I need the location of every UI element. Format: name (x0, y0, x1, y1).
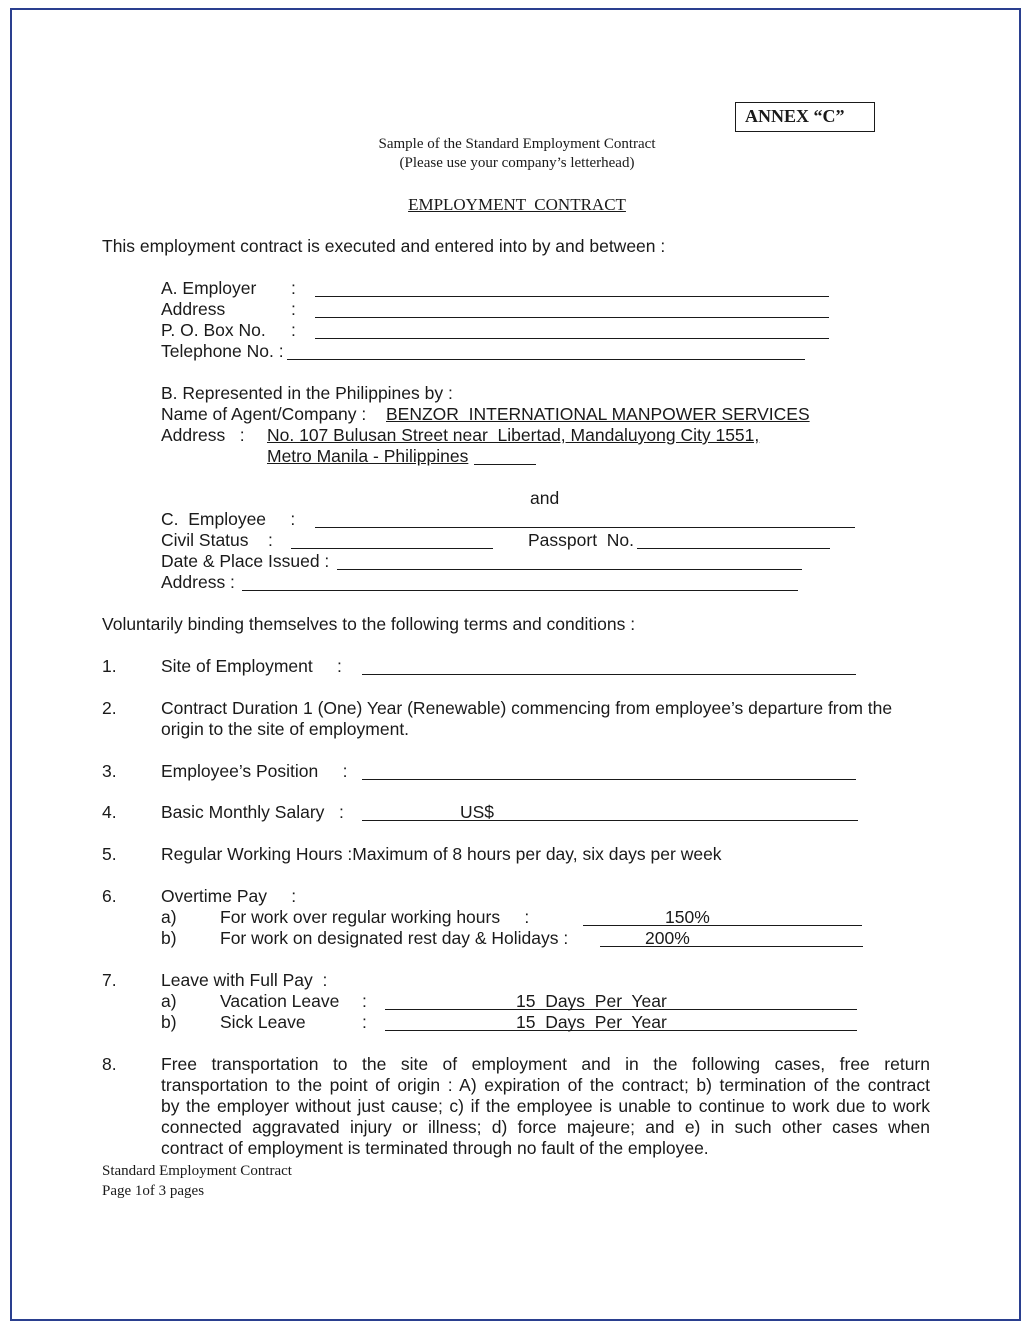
vacation-leave-value: 15 Days Per Year (516, 991, 667, 1011)
term-7a-colon: : (362, 991, 367, 1011)
footer-page-number: Page 1of 3 pages (102, 1183, 205, 1199)
term-1-label: Site of Employment : (161, 656, 342, 676)
binding-text: Voluntarily binding themselves to the following terms and conditions : (102, 614, 636, 634)
overtime-holiday-value: 200% (645, 928, 690, 948)
overtime-holiday-field[interactable] (600, 946, 863, 947)
overtime-regular-value: 150% (665, 907, 710, 927)
telephone-label: Telephone No. : (161, 341, 284, 361)
sick-leave-value: 15 Days Per Year (516, 1012, 667, 1032)
term-7b-colon: : (362, 1012, 367, 1032)
term-7a-letter: a) (161, 991, 177, 1011)
letterhead-line: (Please use your company’s letterhead) (399, 155, 635, 171)
agent-address-line1: No. 107 Bulusan Street near Libertad, Mandaluyong City 1551, (267, 425, 760, 445)
employer-field[interactable] (315, 296, 829, 297)
employer-address-label: Address (161, 299, 226, 319)
term-8-line2: transportation to the point of origin : A) expiration of the contract; b) termination of the contract (161, 1075, 930, 1095)
pobox-label: P. O. Box No. (161, 320, 266, 340)
term-7a-text: Vacation Leave (220, 991, 340, 1011)
sample-line: Sample of the Standard Employment Contract (378, 136, 656, 152)
passport-field[interactable] (637, 548, 830, 549)
agent-address-underline (474, 464, 536, 465)
annex-label: ANNEX “C” (735, 102, 875, 132)
term-6a-letter: a) (161, 907, 177, 927)
pobox-field[interactable] (315, 338, 829, 339)
footer-document-name: Standard Employment Contract (102, 1163, 292, 1179)
employee-position-field[interactable] (362, 779, 856, 780)
term-7b-letter: b) (161, 1012, 177, 1032)
term-3-number: 3. (102, 761, 117, 781)
employer-address-field[interactable] (315, 317, 829, 318)
civil-status-label: Civil Status : (161, 530, 273, 550)
and-word: and (530, 488, 560, 508)
term-5-number: 5. (102, 844, 117, 864)
date-place-label: Date & Place Issued : (161, 551, 330, 571)
term-8-line3: by the employer without just cause; c) if the employee is unable to continue to work due to work (161, 1096, 930, 1116)
overtime-regular-field[interactable] (583, 925, 862, 926)
term-8-line1: Free transportation to the site of employment and in the following cases, free return (161, 1054, 930, 1074)
agent-name-label: Name of Agent/Company : (161, 404, 367, 424)
term-4-label: Basic Monthly Salary : (161, 802, 344, 822)
term-4-number: 4. (102, 802, 117, 822)
term-8-line5: contract of employment is terminated through no fault of the employee. (161, 1138, 709, 1158)
basic-salary-field[interactable] (362, 820, 858, 821)
pobox-colon: : (291, 320, 296, 340)
employee-label: C. Employee : (161, 509, 296, 529)
employee-field[interactable] (315, 527, 855, 528)
agent-address-line2: Metro Manila - Philippines (267, 446, 469, 466)
passport-label: Passport No. (528, 530, 635, 550)
term-1-number: 1. (102, 656, 117, 676)
term-7-number: 7. (102, 970, 117, 990)
date-place-field[interactable] (337, 569, 802, 570)
employee-address-label: Address : (161, 572, 235, 592)
represented-label: B. Represented in the Philippines by : (161, 383, 453, 403)
agent-address-label: Address : (161, 425, 245, 445)
term-6b-letter: b) (161, 928, 177, 948)
document-title: EMPLOYMENT CONTRACT (408, 195, 626, 214)
term-6-number: 6. (102, 886, 117, 906)
term-2-number: 2. (102, 698, 117, 718)
salary-currency: US$ (460, 802, 495, 822)
term-6b-text: For work on designated rest day & Holidays : (220, 928, 569, 948)
telephone-field[interactable] (287, 359, 805, 360)
term-2-line2: origin to the site of employment. (161, 719, 410, 739)
term-6a-text: For work over regular working hours : (220, 907, 530, 927)
term-2-line1: Contract Duration 1 (One) Year (Renewable) commencing from employee’s departure from the (161, 698, 893, 718)
employee-address-field[interactable] (242, 590, 798, 591)
employer-label: A. Employer (161, 278, 257, 298)
agent-name-value: BENZOR INTERNATIONAL MANPOWER SERVICES (386, 404, 810, 424)
employer-colon: : (291, 278, 296, 298)
term-3-label: Employee’s Position : (161, 761, 348, 781)
civil-status-field[interactable] (291, 548, 493, 549)
term-7-label: Leave with Full Pay : (161, 970, 328, 990)
site-of-employment-field[interactable] (362, 674, 856, 675)
term-7b-text: Sick Leave (220, 1012, 306, 1032)
term-6-label: Overtime Pay : (161, 886, 297, 906)
employer-address-colon: : (291, 299, 296, 319)
term-8-line4: connected aggravated injury or illness; d) force majeure; and e) in such other cases when (161, 1117, 930, 1137)
term-5-text: Regular Working Hours :Maximum of 8 hours per day, six days per week (161, 844, 722, 864)
term-8-number: 8. (102, 1054, 117, 1074)
intro-text: This employment contract is executed and entered into by and between : (102, 236, 666, 256)
